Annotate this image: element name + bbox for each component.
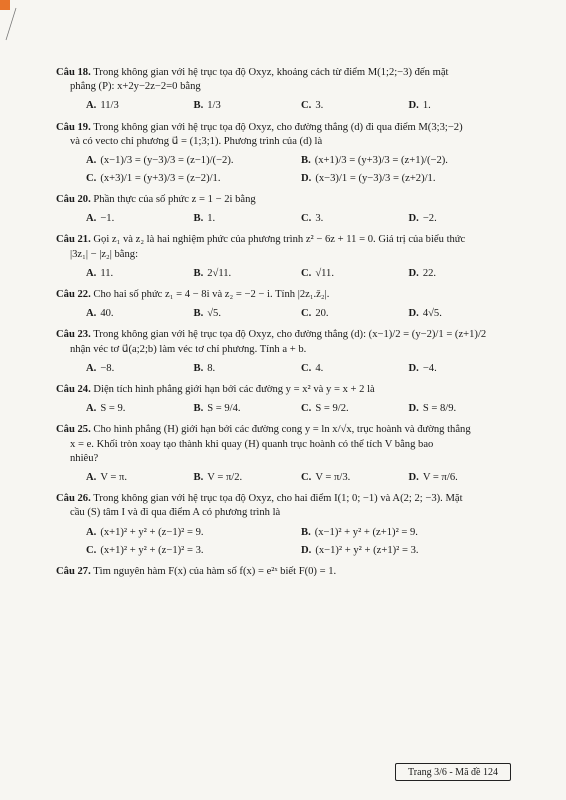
option-value: (x+1)² + y² + (z−1)² = 9. [100, 526, 204, 538]
option-d[interactable]: D. V = π/6. [409, 469, 517, 487]
question-text-cont: và có vecto chỉ phương u⃗ = (1;3;1). Phương trình của (d) là [70, 135, 323, 147]
exam-page [56, 66, 516, 584]
question-text-cont: phẳng (P): x+2y−2z−2=0 bằng [70, 81, 201, 93]
option-d[interactable]: D. 22. [409, 265, 517, 283]
option-b[interactable]: B. (x+1)/3 = (y+3)/3 = (z+1)/(−2). [301, 152, 516, 170]
question-21 [56, 233, 516, 283]
option-b[interactable]: B. S = 9/4. [194, 400, 302, 418]
question-label: Câu 25. [56, 424, 91, 436]
option-a[interactable]: A. (x−1)/3 = (y−3)/3 = (z−1)/(−2). [86, 152, 301, 170]
answer-options [86, 400, 516, 418]
scratch-mark-icon [2, 6, 26, 42]
option-value: −1. [100, 213, 115, 225]
option-c[interactable]: C. 20. [301, 305, 409, 323]
option-value: 8. [207, 362, 216, 374]
option-value: 4. [315, 362, 324, 374]
question-text: Cho hai số phức z₁ = 4 − 8i và z₂ = −2 − i. Tính |2z₁.z̄₂|. [90, 289, 330, 301]
option-value: −2. [422, 213, 437, 225]
question-label: Câu 22. [56, 289, 91, 301]
question-label: Câu 19. [56, 121, 91, 133]
question-label: Câu 27. [56, 565, 91, 577]
question-label: Câu 18. [56, 67, 91, 78]
option-value: (x−3)/1 = (y−3)/3 = (z+2)/1. [315, 173, 436, 185]
option-d[interactable]: D. (x−1)² + y² + (z+1)² = 3. [301, 542, 516, 560]
question-label: Câu 20. [56, 194, 91, 206]
option-b[interactable]: B. √5. [194, 305, 302, 323]
question-label: Câu 26. [56, 493, 91, 505]
question-label: Câu 21. [56, 234, 91, 246]
option-c[interactable]: C. 3. [301, 210, 409, 228]
answer-options [86, 265, 516, 283]
option-a[interactable]: A. 40. [86, 305, 194, 323]
question-18 [56, 66, 516, 116]
question-27 [56, 565, 516, 579]
question-text-cont: nhiêu? [70, 452, 99, 464]
option-b[interactable]: B. 2√11. [194, 265, 302, 283]
question-text-cont: |3z₁| − |z₂| bằng: [70, 248, 139, 260]
option-d[interactable]: D. (x−3)/1 = (y−3)/3 = (z+2)/1. [301, 170, 516, 188]
option-value: 40. [100, 308, 114, 320]
option-c[interactable]: C. √11. [301, 265, 409, 283]
question-20 [56, 193, 516, 228]
answer-options [86, 469, 516, 487]
question-text: Phần thực của số phức z = 1 − 2i bằng [90, 194, 256, 206]
question-text: Trong không gian với hệ trục tọa độ Oxyz, cho đường thẳng (d): (x−1)/2 = (y−2)/1 = (z+1)/2 [90, 329, 487, 341]
option-value: √11. [315, 267, 334, 279]
option-value: 3. [315, 100, 324, 112]
page-footer-text: Trang 3/6 - Mã đề 124 [408, 766, 498, 778]
option-value: 1. [422, 100, 431, 112]
option-c[interactable]: C. (x+1)² + y² + (z−1)² = 3. [86, 542, 301, 560]
question-26 [56, 492, 516, 560]
question-text: Tìm nguyên hàm F(x) của hàm số f(x) = e²ˣ biết F(0) = 1. [90, 565, 337, 577]
answer-options [86, 524, 516, 560]
option-a[interactable]: A. 11. [86, 265, 194, 283]
question-text-cont: cầu (S) tâm I và đi qua điểm A có phương trình là [70, 507, 281, 519]
option-c[interactable]: C. V = π/3. [301, 469, 409, 487]
answer-options [86, 210, 516, 228]
option-value: 11/3 [100, 100, 119, 112]
option-c[interactable]: C. S = 9/2. [301, 400, 409, 418]
option-a[interactable]: A. −8. [86, 360, 194, 378]
question-text: Trong không gian với hệ trục tọa độ Oxyz, cho đường thẳng (d) đi qua điểm M(3;3;−2) [90, 121, 463, 133]
option-b[interactable]: B. (x−1)² + y² + (z+1)² = 9. [301, 524, 516, 542]
option-value: S = 9/2. [315, 403, 349, 415]
question-text-cont: x = e. Khối tròn xoay tạo thành khi quay (H) quanh trục hoành có thể tích V bằng bao [70, 438, 434, 450]
option-value: S = 8/9. [422, 403, 457, 415]
option-value: V = π/6. [422, 472, 458, 483]
option-value: S = 9. [100, 403, 126, 415]
option-value: 1/3 [207, 100, 221, 112]
option-value: 20. [315, 308, 329, 320]
option-value: V = π. [100, 472, 128, 483]
option-value: √5. [207, 308, 221, 320]
option-value: 11. [100, 267, 114, 279]
option-d[interactable]: D. S = 8/9. [409, 400, 517, 418]
option-b[interactable]: B. 8. [194, 360, 302, 378]
option-value: 1. [207, 213, 216, 225]
option-b[interactable]: B. V = π/2. [194, 469, 302, 487]
question-label: Câu 23. [56, 329, 91, 341]
question-22 [56, 288, 516, 323]
option-d[interactable]: D. −4. [409, 360, 517, 378]
answer-options [86, 360, 516, 378]
option-value: 22. [422, 267, 437, 279]
option-value: V = π/3. [315, 472, 351, 483]
answer-options [86, 98, 516, 116]
option-d[interactable]: D. −2. [409, 210, 517, 228]
option-value: −4. [422, 362, 437, 374]
option-value: 4√5. [422, 308, 442, 320]
question-text: Diện tích hình phẳng giới hạn bởi các đường y = x² và y = x + 2 là [90, 383, 375, 395]
answer-options [86, 152, 516, 188]
option-a[interactable]: A. 11/3 [86, 98, 194, 116]
option-a[interactable]: A. V = π. [86, 469, 194, 487]
option-value: −8. [100, 362, 115, 374]
option-value: 3. [315, 213, 324, 225]
option-value: (x−1)/3 = (y−3)/3 = (z−1)/(−2). [100, 155, 234, 167]
option-value: (x−1)² + y² + (z+1)² = 3. [315, 544, 419, 556]
option-value: (x+1)/3 = (y+3)/3 = (z+1)/(−2). [314, 155, 448, 167]
question-text: Cho hình phẳng (H) giới hạn bởi các đường cong y = ln x/√x, trục hoành và đường thẳng [90, 424, 471, 436]
question-19 [56, 121, 516, 189]
question-24 [56, 383, 516, 418]
option-b[interactable]: B. 1. [194, 210, 302, 228]
option-c[interactable]: C. 3. [301, 98, 409, 116]
option-value: S = 9/4. [207, 403, 241, 415]
option-a[interactable]: A. −1. [86, 210, 194, 228]
option-b[interactable]: B. 1/3 [194, 98, 302, 116]
question-text: Gọi z₁ và z₂ là hai nghiệm phức của phương trình z² − 6z + 11 = 0. Giá trị của biểu thức [90, 234, 466, 246]
question-text-cont: nhận véc tơ u⃗(a;2;b) làm véc tơ chỉ phương. Tính a + b. [70, 343, 307, 355]
option-value: V = π/2. [207, 472, 243, 483]
question-25 [56, 423, 516, 487]
option-d[interactable]: D. 4√5. [409, 305, 517, 323]
option-a[interactable]: A. S = 9. [86, 400, 194, 418]
option-value: (x+1)² + y² + (z−1)² = 3. [100, 544, 204, 556]
option-d[interactable]: D. 1. [409, 98, 517, 116]
question-text: Trong không gian với hệ trục tọa độ Oxyz, khoảng cách từ điểm M(1;2;−3) đến mặt [90, 67, 449, 78]
option-value: 2√11. [207, 267, 232, 279]
option-value: (x−1)² + y² + (z+1)² = 9. [314, 526, 418, 538]
question-label: Câu 24. [56, 383, 91, 395]
option-value: (x+3)/1 = (y+3)/3 = (z−2)/1. [100, 173, 221, 185]
option-a[interactable]: A. (x+1)² + y² + (z−1)² = 9. [86, 524, 301, 542]
option-c[interactable]: C. (x+3)/1 = (y+3)/3 = (z−2)/1. [86, 170, 301, 188]
question-23 [56, 328, 516, 378]
answer-options [86, 305, 516, 323]
page-footer-box [395, 763, 511, 781]
option-c[interactable]: C. 4. [301, 360, 409, 378]
question-text: Trong không gian với hệ trục tọa độ Oxyz, cho hai điểm I(1; 0; −1) và A(2; 2; −3). Mặt [90, 493, 463, 505]
